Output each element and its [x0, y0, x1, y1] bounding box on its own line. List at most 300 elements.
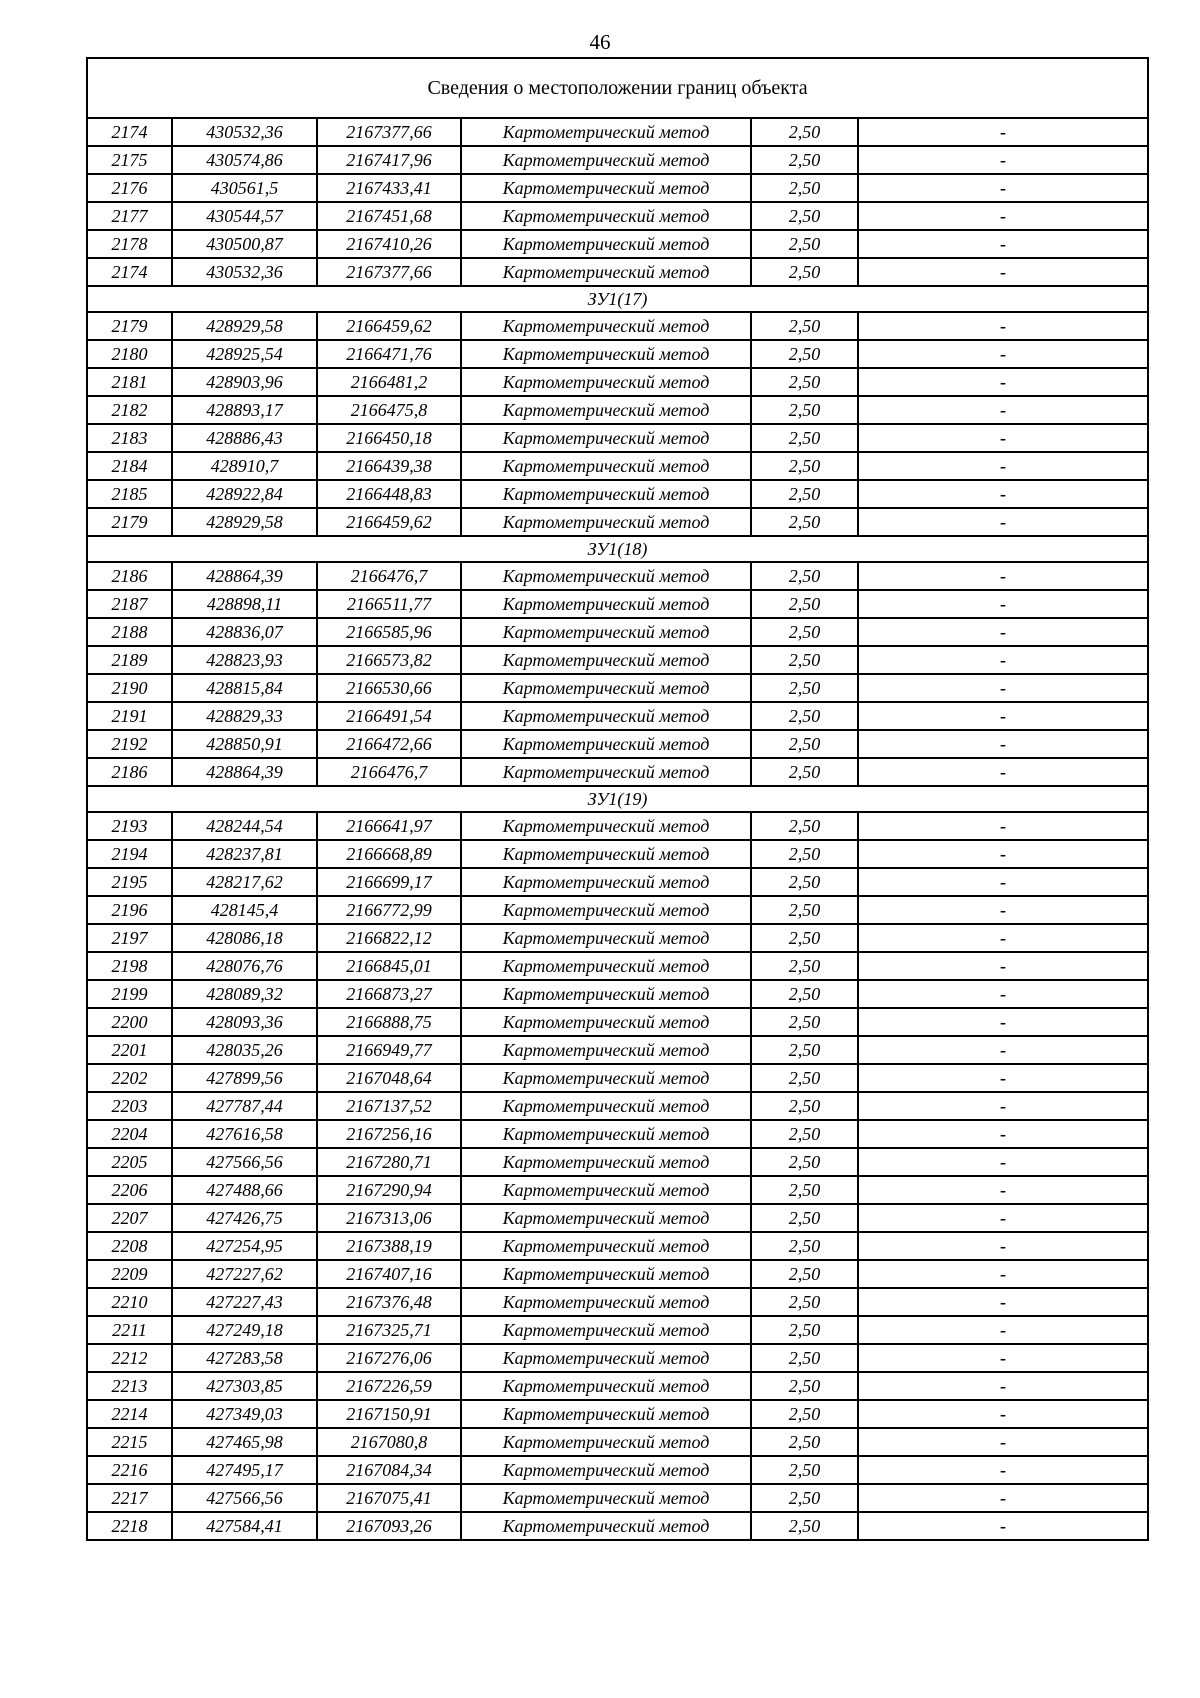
method-cell: Картометрический метод	[461, 896, 751, 924]
note-cell: -	[858, 368, 1148, 396]
note-cell: -	[858, 702, 1148, 730]
y-coordinate-cell: 2166439,38	[317, 452, 461, 480]
table-row	[87, 952, 1148, 980]
note-cell: -	[858, 1064, 1148, 1092]
x-coordinate-cell: 427227,62	[172, 1260, 317, 1288]
accuracy-cell: 2,50	[751, 1064, 858, 1092]
x-coordinate-cell: 428925,54	[172, 340, 317, 368]
x-coordinate-cell: 428086,18	[172, 924, 317, 952]
point-number-cell: 2203	[87, 1092, 172, 1120]
method-cell: Картометрический метод	[461, 1512, 751, 1540]
method-cell: Картометрический метод	[461, 924, 751, 952]
method-cell: Картометрический метод	[461, 868, 751, 896]
point-number-cell: 2193	[87, 812, 172, 840]
point-number-cell: 2174	[87, 118, 172, 146]
x-coordinate-cell: 428035,26	[172, 1036, 317, 1064]
y-coordinate-cell: 2166459,62	[317, 508, 461, 536]
table-row	[87, 1512, 1148, 1540]
table-row	[87, 1232, 1148, 1260]
y-coordinate-cell: 2166459,62	[317, 312, 461, 340]
point-number-cell: 2197	[87, 924, 172, 952]
table-row	[87, 340, 1148, 368]
x-coordinate-cell: 428864,39	[172, 562, 317, 590]
x-coordinate-cell: 430544,57	[172, 202, 317, 230]
accuracy-cell: 2,50	[751, 562, 858, 590]
accuracy-cell: 2,50	[751, 952, 858, 980]
table-row	[87, 812, 1148, 840]
note-cell: -	[858, 812, 1148, 840]
accuracy-cell: 2,50	[751, 840, 858, 868]
table-row	[87, 562, 1148, 590]
method-cell: Картометрический метод	[461, 1288, 751, 1316]
y-coordinate-cell: 2167075,41	[317, 1484, 461, 1512]
table-row	[87, 590, 1148, 618]
method-cell: Картометрический метод	[461, 1260, 751, 1288]
point-number-cell: 2206	[87, 1176, 172, 1204]
accuracy-cell: 2,50	[751, 258, 858, 286]
note-cell: -	[858, 646, 1148, 674]
table-row	[87, 1372, 1148, 1400]
point-number-cell: 2194	[87, 840, 172, 868]
point-number-cell: 2187	[87, 590, 172, 618]
table-row	[87, 230, 1148, 258]
group-header-row	[87, 286, 1148, 312]
point-number-cell: 2215	[87, 1428, 172, 1456]
accuracy-cell: 2,50	[751, 1204, 858, 1232]
point-number-cell: 2188	[87, 618, 172, 646]
note-cell: -	[858, 1120, 1148, 1148]
y-coordinate-cell: 2167325,71	[317, 1316, 461, 1344]
note-cell: -	[858, 1288, 1148, 1316]
x-coordinate-cell: 427303,85	[172, 1372, 317, 1400]
method-cell: Картометрический метод	[461, 1316, 751, 1344]
note-cell: -	[858, 312, 1148, 340]
method-cell: Картометрический метод	[461, 758, 751, 786]
y-coordinate-cell: 2166888,75	[317, 1008, 461, 1036]
method-cell: Картометрический метод	[461, 562, 751, 590]
table-row	[87, 702, 1148, 730]
method-cell: Картометрический метод	[461, 118, 751, 146]
method-cell: Картометрический метод	[461, 508, 751, 536]
note-cell: -	[858, 1484, 1148, 1512]
note-cell: -	[858, 340, 1148, 368]
y-coordinate-cell: 2166822,12	[317, 924, 461, 952]
point-number-cell: 2184	[87, 452, 172, 480]
x-coordinate-cell: 428929,58	[172, 508, 317, 536]
group-header-row	[87, 536, 1148, 562]
point-number-cell: 2218	[87, 1512, 172, 1540]
y-coordinate-cell: 2166491,54	[317, 702, 461, 730]
table-row	[87, 1120, 1148, 1148]
x-coordinate-cell: 428089,32	[172, 980, 317, 1008]
method-cell: Картометрический метод	[461, 146, 751, 174]
accuracy-cell: 2,50	[751, 508, 858, 536]
point-number-cell: 2175	[87, 146, 172, 174]
accuracy-cell: 2,50	[751, 480, 858, 508]
accuracy-cell: 2,50	[751, 730, 858, 758]
note-cell: -	[858, 508, 1148, 536]
method-cell: Картометрический метод	[461, 1176, 751, 1204]
group-label: ЗУ1(18)	[87, 536, 1148, 562]
y-coordinate-cell: 2167256,16	[317, 1120, 461, 1148]
note-cell: -	[858, 868, 1148, 896]
method-cell: Картометрический метод	[461, 396, 751, 424]
x-coordinate-cell: 430532,36	[172, 118, 317, 146]
table-row	[87, 1316, 1148, 1344]
accuracy-cell: 2,50	[751, 1344, 858, 1372]
table-row	[87, 174, 1148, 202]
table-title: Сведения о местоположении границ объекта	[87, 58, 1148, 118]
x-coordinate-cell: 427488,66	[172, 1176, 317, 1204]
table-row	[87, 1008, 1148, 1036]
point-number-cell: 2208	[87, 1232, 172, 1260]
note-cell: -	[858, 562, 1148, 590]
note-cell: -	[858, 730, 1148, 758]
accuracy-cell: 2,50	[751, 812, 858, 840]
note-cell: -	[858, 1176, 1148, 1204]
x-coordinate-cell: 428829,33	[172, 702, 317, 730]
y-coordinate-cell: 2166668,89	[317, 840, 461, 868]
y-coordinate-cell: 2167048,64	[317, 1064, 461, 1092]
x-coordinate-cell: 428910,7	[172, 452, 317, 480]
point-number-cell: 2189	[87, 646, 172, 674]
x-coordinate-cell: 428893,17	[172, 396, 317, 424]
accuracy-cell: 2,50	[751, 340, 858, 368]
note-cell: -	[858, 1400, 1148, 1428]
accuracy-cell: 2,50	[751, 1092, 858, 1120]
accuracy-cell: 2,50	[751, 452, 858, 480]
method-cell: Картометрический метод	[461, 174, 751, 202]
x-coordinate-cell: 430574,86	[172, 146, 317, 174]
x-coordinate-cell: 428815,84	[172, 674, 317, 702]
y-coordinate-cell: 2166573,82	[317, 646, 461, 674]
accuracy-cell: 2,50	[751, 896, 858, 924]
point-number-cell: 2180	[87, 340, 172, 368]
x-coordinate-cell: 427465,98	[172, 1428, 317, 1456]
accuracy-cell: 2,50	[751, 1456, 858, 1484]
y-coordinate-cell: 2166845,01	[317, 952, 461, 980]
note-cell: -	[858, 424, 1148, 452]
point-number-cell: 2176	[87, 174, 172, 202]
y-coordinate-cell: 2167388,19	[317, 1232, 461, 1260]
note-cell: -	[858, 1092, 1148, 1120]
x-coordinate-cell: 428864,39	[172, 758, 317, 786]
point-number-cell: 2179	[87, 508, 172, 536]
y-coordinate-cell: 2167377,66	[317, 258, 461, 286]
accuracy-cell: 2,50	[751, 368, 858, 396]
y-coordinate-cell: 2167451,68	[317, 202, 461, 230]
note-cell: -	[858, 896, 1148, 924]
method-cell: Картометрический метод	[461, 1148, 751, 1176]
y-coordinate-cell: 2166450,18	[317, 424, 461, 452]
table-row	[87, 258, 1148, 286]
table-row	[87, 674, 1148, 702]
x-coordinate-cell: 427349,03	[172, 1400, 317, 1428]
note-cell: -	[858, 924, 1148, 952]
table-row	[87, 1148, 1148, 1176]
point-number-cell: 2182	[87, 396, 172, 424]
table-row	[87, 1400, 1148, 1428]
table-row	[87, 480, 1148, 508]
y-coordinate-cell: 2166949,77	[317, 1036, 461, 1064]
table-row	[87, 1260, 1148, 1288]
method-cell: Картометрический метод	[461, 1064, 751, 1092]
x-coordinate-cell: 427584,41	[172, 1512, 317, 1540]
accuracy-cell: 2,50	[751, 1148, 858, 1176]
y-coordinate-cell: 2166873,27	[317, 980, 461, 1008]
note-cell: -	[858, 758, 1148, 786]
accuracy-cell: 2,50	[751, 1484, 858, 1512]
y-coordinate-cell: 2166471,76	[317, 340, 461, 368]
table-row	[87, 1428, 1148, 1456]
point-number-cell: 2177	[87, 202, 172, 230]
table-row	[87, 868, 1148, 896]
table-row	[87, 312, 1148, 340]
x-coordinate-cell: 428823,93	[172, 646, 317, 674]
note-cell: -	[858, 1428, 1148, 1456]
x-coordinate-cell: 427495,17	[172, 1456, 317, 1484]
accuracy-cell: 2,50	[751, 118, 858, 146]
method-cell: Картометрический метод	[461, 646, 751, 674]
accuracy-cell: 2,50	[751, 1428, 858, 1456]
y-coordinate-cell: 2167290,94	[317, 1176, 461, 1204]
note-cell: -	[858, 1036, 1148, 1064]
note-cell: -	[858, 674, 1148, 702]
y-coordinate-cell: 2166641,97	[317, 812, 461, 840]
accuracy-cell: 2,50	[751, 1036, 858, 1064]
point-number-cell: 2207	[87, 1204, 172, 1232]
table-row	[87, 508, 1148, 536]
method-cell: Картометрический метод	[461, 368, 751, 396]
method-cell: Картометрический метод	[461, 202, 751, 230]
note-cell: -	[858, 1204, 1148, 1232]
note-cell: -	[858, 1260, 1148, 1288]
accuracy-cell: 2,50	[751, 230, 858, 258]
y-coordinate-cell: 2167377,66	[317, 118, 461, 146]
point-number-cell: 2205	[87, 1148, 172, 1176]
method-cell: Картометрический метод	[461, 340, 751, 368]
accuracy-cell: 2,50	[751, 1176, 858, 1204]
table-row	[87, 118, 1148, 146]
note-cell: -	[858, 258, 1148, 286]
x-coordinate-cell: 427254,95	[172, 1232, 317, 1260]
point-number-cell: 2174	[87, 258, 172, 286]
point-number-cell: 2195	[87, 868, 172, 896]
y-coordinate-cell: 2167376,48	[317, 1288, 461, 1316]
point-number-cell: 2183	[87, 424, 172, 452]
y-coordinate-cell: 2167433,41	[317, 174, 461, 202]
x-coordinate-cell: 427249,18	[172, 1316, 317, 1344]
note-cell: -	[858, 146, 1148, 174]
y-coordinate-cell: 2167410,26	[317, 230, 461, 258]
method-cell: Картометрический метод	[461, 452, 751, 480]
x-coordinate-cell: 427426,75	[172, 1204, 317, 1232]
note-cell: -	[858, 1232, 1148, 1260]
method-cell: Картометрический метод	[461, 840, 751, 868]
x-coordinate-cell: 427616,58	[172, 1120, 317, 1148]
point-number-cell: 2178	[87, 230, 172, 258]
x-coordinate-cell: 428093,36	[172, 1008, 317, 1036]
note-cell: -	[858, 202, 1148, 230]
note-cell: -	[858, 174, 1148, 202]
y-coordinate-cell: 2166530,66	[317, 674, 461, 702]
table-row	[87, 730, 1148, 758]
note-cell: -	[858, 1372, 1148, 1400]
point-number-cell: 2198	[87, 952, 172, 980]
table-row	[87, 924, 1148, 952]
boundary-coordinates-table	[86, 57, 1149, 1541]
note-cell: -	[858, 590, 1148, 618]
table-row	[87, 1064, 1148, 1092]
method-cell: Картометрический метод	[461, 1232, 751, 1260]
accuracy-cell: 2,50	[751, 590, 858, 618]
note-cell: -	[858, 1148, 1148, 1176]
accuracy-cell: 2,50	[751, 1232, 858, 1260]
point-number-cell: 2211	[87, 1316, 172, 1344]
table-row	[87, 396, 1148, 424]
table-row	[87, 368, 1148, 396]
accuracy-cell: 2,50	[751, 1400, 858, 1428]
accuracy-cell: 2,50	[751, 312, 858, 340]
point-number-cell: 2196	[87, 896, 172, 924]
y-coordinate-cell: 2167226,59	[317, 1372, 461, 1400]
accuracy-cell: 2,50	[751, 1372, 858, 1400]
note-cell: -	[858, 1456, 1148, 1484]
method-cell: Картометрический метод	[461, 1344, 751, 1372]
x-coordinate-cell: 428850,91	[172, 730, 317, 758]
point-number-cell: 2202	[87, 1064, 172, 1092]
table-row	[87, 1484, 1148, 1512]
note-cell: -	[858, 396, 1148, 424]
y-coordinate-cell: 2167150,91	[317, 1400, 461, 1428]
point-number-cell: 2200	[87, 1008, 172, 1036]
y-coordinate-cell: 2167280,71	[317, 1148, 461, 1176]
table-row	[87, 1288, 1148, 1316]
note-cell: -	[858, 1316, 1148, 1344]
note-cell: -	[858, 618, 1148, 646]
y-coordinate-cell: 2166476,7	[317, 758, 461, 786]
point-number-cell: 2216	[87, 1456, 172, 1484]
method-cell: Картометрический метод	[461, 1372, 751, 1400]
accuracy-cell: 2,50	[751, 1008, 858, 1036]
x-coordinate-cell: 428898,11	[172, 590, 317, 618]
method-cell: Картометрический метод	[461, 1456, 751, 1484]
table-row	[87, 452, 1148, 480]
note-cell: -	[858, 840, 1148, 868]
y-coordinate-cell: 2166585,96	[317, 618, 461, 646]
point-number-cell: 2179	[87, 312, 172, 340]
x-coordinate-cell: 428244,54	[172, 812, 317, 840]
table-row	[87, 424, 1148, 452]
point-number-cell: 2192	[87, 730, 172, 758]
method-cell: Картометрический метод	[461, 674, 751, 702]
method-cell: Картометрический метод	[461, 1204, 751, 1232]
accuracy-cell: 2,50	[751, 758, 858, 786]
y-coordinate-cell: 2167276,06	[317, 1344, 461, 1372]
y-coordinate-cell: 2166475,8	[317, 396, 461, 424]
note-cell: -	[858, 980, 1148, 1008]
accuracy-cell: 2,50	[751, 424, 858, 452]
x-coordinate-cell: 427283,58	[172, 1344, 317, 1372]
note-cell: -	[858, 952, 1148, 980]
accuracy-cell: 2,50	[751, 1316, 858, 1344]
x-coordinate-cell: 428237,81	[172, 840, 317, 868]
x-coordinate-cell: 430532,36	[172, 258, 317, 286]
y-coordinate-cell: 2167407,16	[317, 1260, 461, 1288]
point-number-cell: 2214	[87, 1400, 172, 1428]
y-coordinate-cell: 2167313,06	[317, 1204, 461, 1232]
x-coordinate-cell: 428922,84	[172, 480, 317, 508]
point-number-cell: 2212	[87, 1344, 172, 1372]
point-number-cell: 2204	[87, 1120, 172, 1148]
note-cell: -	[858, 1512, 1148, 1540]
x-coordinate-cell: 428076,76	[172, 952, 317, 980]
table-row	[87, 1036, 1148, 1064]
x-coordinate-cell: 428929,58	[172, 312, 317, 340]
y-coordinate-cell: 2167417,96	[317, 146, 461, 174]
accuracy-cell: 2,50	[751, 924, 858, 952]
accuracy-cell: 2,50	[751, 702, 858, 730]
group-label: ЗУ1(19)	[87, 786, 1148, 812]
table-row	[87, 1456, 1148, 1484]
point-number-cell: 2201	[87, 1036, 172, 1064]
accuracy-cell: 2,50	[751, 674, 858, 702]
table-row	[87, 840, 1148, 868]
accuracy-cell: 2,50	[751, 174, 858, 202]
x-coordinate-cell: 428145,4	[172, 896, 317, 924]
accuracy-cell: 2,50	[751, 396, 858, 424]
table-row	[87, 758, 1148, 786]
point-number-cell: 2186	[87, 562, 172, 590]
table-row	[87, 618, 1148, 646]
accuracy-cell: 2,50	[751, 1120, 858, 1148]
x-coordinate-cell: 428836,07	[172, 618, 317, 646]
note-cell: -	[858, 1344, 1148, 1372]
table-row	[87, 1176, 1148, 1204]
table-row	[87, 1344, 1148, 1372]
y-coordinate-cell: 2166476,7	[317, 562, 461, 590]
page-number: 46	[589, 30, 611, 54]
group-label: ЗУ1(17)	[87, 286, 1148, 312]
accuracy-cell: 2,50	[751, 1260, 858, 1288]
accuracy-cell: 2,50	[751, 1288, 858, 1316]
x-coordinate-cell: 427787,44	[172, 1092, 317, 1120]
accuracy-cell: 2,50	[751, 146, 858, 174]
method-cell: Картометрический метод	[461, 702, 751, 730]
point-number-cell: 2217	[87, 1484, 172, 1512]
point-number-cell: 2210	[87, 1288, 172, 1316]
accuracy-cell: 2,50	[751, 202, 858, 230]
y-coordinate-cell: 2167137,52	[317, 1092, 461, 1120]
x-coordinate-cell: 430561,5	[172, 174, 317, 202]
y-coordinate-cell: 2166699,17	[317, 868, 461, 896]
note-cell: -	[858, 480, 1148, 508]
method-cell: Картометрический метод	[461, 1092, 751, 1120]
method-cell: Картометрический метод	[461, 1036, 751, 1064]
accuracy-cell: 2,50	[751, 646, 858, 674]
y-coordinate-cell: 2167093,26	[317, 1512, 461, 1540]
point-number-cell: 2213	[87, 1372, 172, 1400]
x-coordinate-cell: 427566,56	[172, 1148, 317, 1176]
method-cell: Картометрический метод	[461, 812, 751, 840]
method-cell: Картометрический метод	[461, 312, 751, 340]
x-coordinate-cell: 428217,62	[172, 868, 317, 896]
accuracy-cell: 2,50	[751, 1512, 858, 1540]
method-cell: Картометрический метод	[461, 424, 751, 452]
y-coordinate-cell: 2167080,8	[317, 1428, 461, 1456]
x-coordinate-cell: 427227,43	[172, 1288, 317, 1316]
y-coordinate-cell: 2166448,83	[317, 480, 461, 508]
